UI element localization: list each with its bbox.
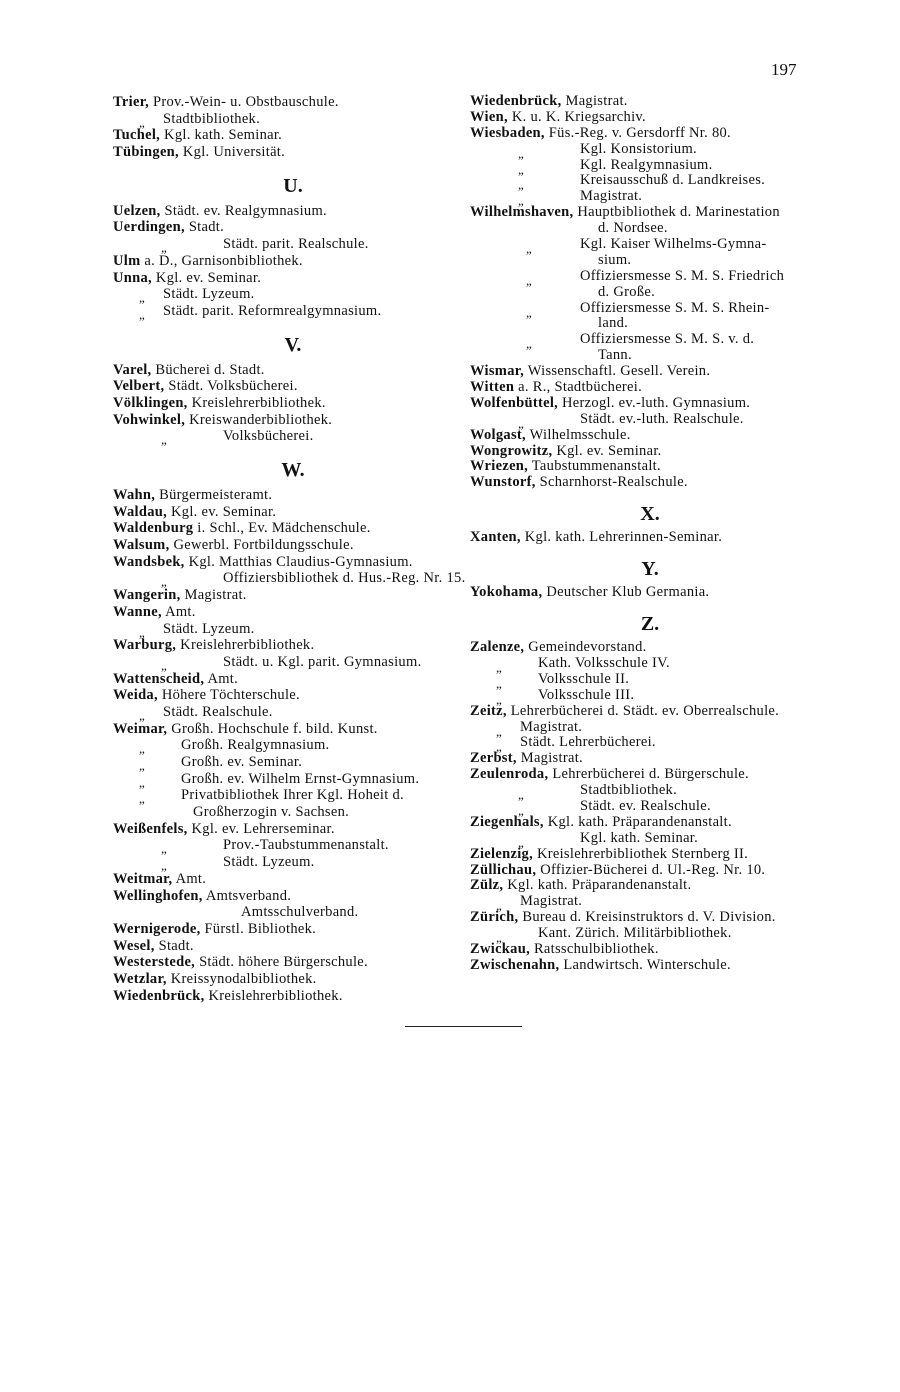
list-entry (470, 767, 820, 783)
ditto-entry (470, 686, 820, 707)
list-entry (113, 587, 463, 604)
place-name: Wismar, (470, 363, 525, 380)
list-entry (470, 396, 820, 412)
institution-name: Großh. Realgymnasium. (181, 737, 330, 754)
ditto-entry (470, 267, 820, 288)
institution-name: Städt. Volksbücherei. (168, 378, 298, 395)
institution-name: Amtsverband. (205, 887, 292, 904)
institution-name: Tann. (598, 347, 632, 364)
list-entry (470, 878, 820, 894)
ditto-entry (113, 837, 463, 857)
ditto-mark: „ (496, 659, 503, 675)
institution-name: sium. (598, 251, 632, 268)
list-entry (470, 459, 820, 475)
institution-name: Bücherei d. Stadt. (155, 361, 265, 378)
institution-name: Städt. ev. Realschule. (580, 797, 711, 814)
ditto-entry (113, 854, 463, 874)
institution-name: Amt. (175, 870, 207, 887)
section-letter-heading: X. (640, 503, 660, 526)
institution-name: Ratsschulbibliothek. (533, 940, 659, 957)
list-entry (113, 554, 463, 571)
list-entry (113, 203, 463, 220)
place-name: Varel, (113, 361, 152, 378)
list-entry (470, 910, 820, 926)
institution-name: Großh. Hochschule f. bild. Kunst. (171, 720, 378, 737)
place-name: Zwickau, (470, 940, 531, 957)
place-name: Wien, (470, 108, 508, 125)
list-entry (470, 94, 820, 110)
list-entry (113, 127, 463, 144)
ditto-entry (470, 236, 820, 257)
ditto-mark: „ (139, 624, 146, 640)
continuation-line (113, 804, 463, 821)
institution-name: d. Große. (598, 283, 656, 300)
place-name: Wolgast, (470, 426, 526, 443)
place-name: Tübingen, (113, 144, 179, 161)
list-entry (113, 504, 463, 521)
list-entry (470, 704, 820, 720)
ditto-mark: „ (496, 723, 503, 739)
place-name: Unna, (113, 269, 152, 286)
ditto-mark: „ (496, 691, 503, 707)
ditto-entry (470, 299, 820, 320)
institution-name: Kgl. Matthias Claudius-Gymnasium. (188, 553, 413, 570)
list-entry (470, 751, 820, 767)
list-entry (470, 475, 820, 491)
institution-name: Magistrat. (565, 93, 628, 109)
list-entry (470, 126, 820, 142)
institution-name: Kgl. Kaiser Wilhelms-Gymna- (580, 236, 767, 253)
institution-name: Stadt. (188, 219, 225, 236)
list-entry (470, 958, 820, 974)
place-name: Wernigerode, (113, 920, 201, 937)
ditto-mark: „ (526, 241, 533, 257)
place-name: Zwischenahn, (470, 956, 560, 973)
place-name: Westerstede, (113, 954, 196, 971)
ditto-entry (470, 410, 820, 431)
institution-name: Magistrat. (580, 188, 643, 205)
place-name: Wongrowitz, (470, 442, 553, 459)
list-entry (113, 721, 463, 738)
ditto-entry (470, 718, 820, 739)
ditto-entry (113, 111, 463, 128)
list-entry (113, 219, 463, 236)
institution-name: Volksschule III. (538, 686, 635, 703)
place-name: Völklingen, (113, 394, 188, 411)
section-letter-heading: W. (281, 459, 305, 481)
institution-name: Wissenschaftl. Gesell. Verein. (527, 363, 711, 380)
ditto-entry (113, 704, 463, 721)
place-name: Tuchel, (113, 127, 161, 144)
institution-name: Prov.-Taubstummenanstalt. (223, 837, 389, 854)
place-name: Zürich, (470, 909, 519, 926)
ditto-entry (470, 188, 820, 209)
place-name: Weißenfels, (113, 820, 188, 837)
ditto-entry (113, 570, 466, 590)
place-name: Waldenburg (113, 520, 194, 537)
institution-name: Städt. höhere Bürgerschule. (199, 954, 368, 971)
ditto-entry (470, 829, 820, 850)
ditto-entry (113, 754, 463, 771)
institution-name: Offiziersmesse S. M. S. v. d. (580, 331, 755, 348)
institution-name: Stadtbibliothek. (163, 110, 261, 127)
institution-name: Kath. Volksschule IV. (538, 654, 670, 671)
institution-name: Großherzogin v. Sachsen. (193, 804, 350, 821)
institution-name: land. (598, 315, 629, 332)
list-entry (113, 412, 463, 429)
place-name: Zerbst, (470, 750, 517, 767)
institution-name: Wilhelmsschule. (529, 426, 631, 443)
list-entry (113, 144, 463, 161)
place-name: Waldau, (113, 503, 168, 520)
list-entry (470, 585, 820, 601)
ditto-mark: „ (518, 787, 525, 803)
ditto-entry (470, 172, 820, 193)
section-letter-heading: Z. (640, 613, 660, 636)
ditto-entry (470, 734, 820, 755)
ditto-mark: „ (161, 657, 168, 673)
ditto-mark: „ (496, 898, 503, 914)
list-entry (470, 380, 820, 396)
list-entry (113, 971, 463, 988)
list-entry (113, 520, 463, 537)
list-entry (113, 888, 463, 905)
ditto-entry (113, 621, 463, 638)
place-name: Wandsbek, (113, 553, 185, 570)
place-name: Wangerin, (113, 587, 181, 604)
ditto-mark: „ (518, 177, 525, 193)
place-name: Ziegenhals, (470, 813, 544, 830)
institution-name: Kgl. Universität. (182, 144, 286, 161)
institution-name: Städt. Realschule. (163, 703, 273, 720)
institution-name: Volksbücherei. (223, 428, 314, 445)
place-name: Uerdingen, (113, 219, 185, 236)
ditto-entry (470, 156, 820, 177)
institution-name: Kreissynodalbibliothek. (170, 970, 317, 987)
ditto-mark: „ (518, 415, 525, 431)
institution-name: Städt. parit. Reformrealgymnasium. (163, 302, 382, 319)
ditto-entry (113, 654, 463, 671)
institution-name: Städt. Lyzeum. (163, 286, 255, 303)
continuation-line (470, 253, 820, 269)
ditto-mark: „ (139, 774, 146, 790)
institution-name: Magistrat. (520, 718, 583, 735)
section-letter-heading: U. (283, 174, 303, 197)
place-name: Wilhelmshaven, (470, 204, 574, 221)
ditto-mark: „ (139, 290, 146, 306)
ditto-mark: „ (526, 336, 533, 352)
ditto-entry (113, 303, 463, 320)
ditto-mark: „ (496, 930, 503, 946)
right-column (470, 94, 820, 974)
institution-name: Kgl. Realgymnasium. (580, 156, 713, 173)
institution-name: Offizier-Bücherei d. Ul.-Reg. Nr. 10. (540, 861, 766, 878)
institution-name: Gewerbl. Fortbildungsschule. (173, 537, 354, 554)
ditto-mark: „ (518, 161, 525, 177)
institution-name: Kgl. kath. Präparandenanstalt. (507, 877, 692, 894)
institution-name: Kgl. ev. Seminar. (171, 503, 277, 520)
institution-name: Kreiswanderbibliothek. (189, 411, 333, 428)
ditto-mark: „ (139, 306, 146, 322)
institution-name: Magistrat. (184, 587, 247, 604)
institution-name: Magistrat. (520, 750, 583, 767)
place-name: Zeitz, (470, 702, 507, 719)
ditto-entry (470, 331, 820, 352)
ditto-entry (113, 428, 463, 448)
section-letter-heading: Y. (641, 558, 659, 581)
institution-name: Offiziersmesse S. M. S. Friedrich (580, 267, 785, 284)
list-entry (113, 871, 463, 888)
place-name: Wiedenbrück, (113, 987, 205, 1004)
institution-name: Bürgermeisteramt. (159, 487, 273, 503)
institution-name: Kreislehrerbibliothek. (180, 637, 315, 654)
ditto-mark: „ (496, 675, 503, 691)
institution-name: K. u. K. Kriegsarchiv. (511, 108, 646, 125)
ditto-mark: „ (526, 304, 533, 320)
place-name: Zülz, (470, 877, 504, 894)
place-name: Vohwinkel, (113, 411, 186, 428)
institution-name: Kgl. kath. Seminar. (580, 829, 699, 846)
place-name: Wunstorf, (470, 474, 536, 491)
ditto-entry (113, 787, 463, 807)
list-entry (470, 863, 820, 879)
list-entry (470, 205, 820, 221)
place-name: Zalenze, (470, 639, 525, 656)
institution-name: Füs.-Reg. v. Gersdorff Nr. 80. (548, 124, 731, 141)
institution-name: Prov.-Wein- u. Obstbauschule. (152, 94, 339, 110)
list-entry (470, 847, 820, 863)
list-entry (113, 821, 463, 838)
ditto-mark: „ (518, 145, 525, 161)
institution-name: Kreislehrerbibliothek Sternberg II. (536, 845, 749, 862)
continuation-line (470, 316, 820, 332)
place-name: Wolfenbüttel, (470, 394, 559, 411)
place-name: Weida, (113, 687, 158, 704)
place-name: Zielenzig, (470, 845, 534, 862)
list-entry (113, 487, 463, 504)
institution-name: Herzogl. ev.-luth. Gymnasium. (562, 394, 751, 411)
ditto-entry (113, 286, 463, 306)
institution-name: Stadt. (158, 937, 194, 954)
list-entry (113, 687, 463, 704)
ditto-mark: „ (518, 193, 525, 209)
institution-name: Bureau d. Kreisinstruktors d. V. Division. (522, 909, 776, 926)
place-name: Wesel, (113, 937, 155, 954)
institution-name: Deutscher Klub Germania. (546, 584, 710, 601)
place-name: Zeulenroda, (470, 766, 549, 783)
list-entry (113, 270, 463, 287)
ditto-entry (470, 893, 820, 914)
place-name: Walsum, (113, 537, 170, 554)
institution-name: a. D., Garnisonbibliothek. (144, 252, 303, 269)
place-name: Weitmar, (113, 870, 173, 887)
place-name: Witten (470, 379, 515, 396)
list-entry (113, 94, 463, 111)
institution-name: Städt. u. Kgl. parit. Gymnasium. (223, 653, 422, 670)
list-entry (113, 637, 463, 654)
ditto-entry (470, 797, 820, 818)
institution-name: Kgl. Konsistorium. (580, 140, 697, 157)
place-name: Warburg, (113, 637, 177, 654)
ditto-entry (470, 782, 820, 803)
place-name: Wetzlar, (113, 970, 167, 987)
ditto-mark: „ (496, 739, 503, 755)
institution-name: Kgl. kath. Lehrerinnen-Seminar. (524, 529, 723, 546)
institution-name: Kgl. kath. Präparandenanstalt. (547, 813, 732, 830)
institution-name: Hauptbibliothek d. Marinestation (577, 204, 780, 221)
ditto-mark: „ (518, 834, 525, 850)
continuation-line (113, 904, 463, 921)
institution-name: Amt. (207, 670, 239, 687)
institution-name: Volksschule II. (538, 670, 630, 687)
ditto-mark: „ (139, 758, 146, 773)
list-entry (470, 110, 820, 126)
institution-name: Kgl. ev. Lehrerseminar. (191, 820, 335, 837)
place-name: Wiedenbrück, (470, 93, 562, 109)
institution-name: Kgl. ev. Seminar. (155, 269, 262, 286)
ditto-mark: „ (139, 741, 146, 757)
section-letter-heading: V. (284, 333, 302, 356)
ditto-entry (470, 140, 820, 161)
institution-name: Kreislehrerbibliothek. (191, 394, 326, 411)
ditto-entry (113, 737, 463, 757)
ditto-mark: „ (139, 114, 146, 130)
end-rule (405, 1026, 522, 1027)
list-entry (113, 253, 463, 270)
institution-name: Magistrat. (520, 893, 583, 910)
place-name: Weimar, (113, 720, 168, 737)
left-column (113, 94, 466, 1004)
ditto-entry (113, 236, 463, 256)
institution-name: Kant. Zürich. Militärbibliothek. (538, 925, 732, 942)
ditto-mark: „ (518, 802, 525, 818)
ditto-mark: „ (161, 432, 168, 448)
continuation-line (470, 285, 820, 301)
institution-name: Gemeindevorstand. (528, 639, 647, 656)
ditto-mark: „ (139, 707, 146, 723)
list-entry (113, 938, 463, 955)
ditto-mark: „ (139, 791, 146, 807)
institution-name: Höhere Töchterschule. (161, 687, 300, 704)
institution-name: Großh. ev. Wilhelm Ernst-Gymnasium. (181, 770, 420, 787)
ditto-entry (470, 654, 820, 675)
institution-name: i. Schl., Ev. Mädchenschule. (197, 520, 371, 537)
institution-name: Städt. parit. Realschule. (223, 236, 369, 253)
place-name: Züllichau, (470, 861, 537, 878)
place-name: Wellinghofen, (113, 887, 203, 904)
institution-name: a. R., Stadtbücherei. (518, 379, 643, 396)
ditto-mark: „ (161, 858, 168, 874)
place-name: Wriezen, (470, 458, 529, 475)
continuation-line (470, 221, 820, 237)
place-name: Wiesbaden, (470, 124, 545, 141)
institution-name: Kreislehrerbibliothek. (208, 987, 343, 1004)
institution-name: Landwirtsch. Winterschule. (563, 956, 731, 973)
ditto-mark: „ (526, 272, 533, 288)
ditto-entry (470, 925, 820, 946)
institution-name: Städt. Lehrerbücherei. (520, 734, 656, 751)
list-entry (113, 988, 463, 1005)
institution-name: d. Nordsee. (598, 220, 668, 237)
list-entry (113, 362, 463, 379)
institution-name: Kgl. kath. Seminar. (164, 127, 283, 144)
ditto-mark: „ (161, 240, 168, 256)
list-entry (113, 537, 463, 554)
ditto-entry (113, 771, 463, 788)
place-name: Wanne, (113, 603, 162, 620)
place-name: Xanten, (470, 529, 521, 546)
list-entry (470, 942, 820, 958)
list-entry (470, 530, 820, 546)
list-entry (470, 815, 820, 831)
institution-name: Städt. ev. Realgymnasium. (164, 202, 327, 219)
list-entry (113, 954, 463, 971)
place-name: Wattenscheid, (113, 670, 205, 687)
institution-name: Stadtbibliothek. (580, 782, 678, 799)
institution-name: Kreisausschuß d. Landkreises. (580, 172, 766, 189)
institution-name: Privatbibliothek Ihrer Kgl. Hoheit d. (181, 787, 404, 804)
institution-name: Städt. ev.-luth. Realschule. (580, 410, 744, 427)
place-name: Uelzen, (113, 202, 161, 219)
institution-name: Städt. Lyzeum. (163, 620, 255, 637)
place-name: Trier, (113, 94, 150, 110)
list-entry (470, 364, 820, 380)
institution-name: Städt. Lyzeum. (223, 854, 315, 871)
place-name: Velbert, (113, 378, 165, 395)
place-name: Yokohama, (470, 584, 543, 601)
place-name: Ulm (113, 252, 141, 269)
continuation-line (470, 348, 820, 364)
place-name: Wahn, (113, 487, 156, 503)
institution-name: Kgl. ev. Seminar. (556, 442, 662, 459)
institution-name: Fürstl. Bibliothek. (204, 920, 317, 937)
list-entry (470, 640, 820, 656)
ditto-entry (470, 670, 820, 691)
institution-name: Lehrerbücherei d. Städt. ev. Oberrealschule. (510, 702, 780, 719)
institution-name: Großh. ev. Seminar. (181, 754, 303, 770)
list-entry (113, 921, 463, 938)
institution-name: Offiziersmesse S. M. S. Rhein- (580, 299, 770, 316)
page-number: 197 (771, 60, 797, 79)
list-entry (470, 428, 820, 444)
institution-name: Lehrerbücherei d. Bürgerschule. (552, 766, 749, 783)
institution-name: Amtsschulverband. (241, 904, 359, 921)
institution-name: Offiziersbibliothek d. Hus.-Reg. Nr. 15. (223, 570, 466, 587)
list-entry (113, 395, 463, 412)
institution-name: Amt. (165, 603, 196, 620)
ditto-mark: „ (161, 574, 168, 590)
institution-name: Taubstummenanstalt. (531, 458, 661, 475)
list-entry (113, 671, 463, 688)
list-entry (113, 378, 463, 395)
ditto-mark: „ (161, 841, 168, 857)
list-entry (113, 604, 463, 621)
list-entry (470, 444, 820, 460)
institution-name: Scharnhorst-Realschule. (539, 474, 688, 491)
